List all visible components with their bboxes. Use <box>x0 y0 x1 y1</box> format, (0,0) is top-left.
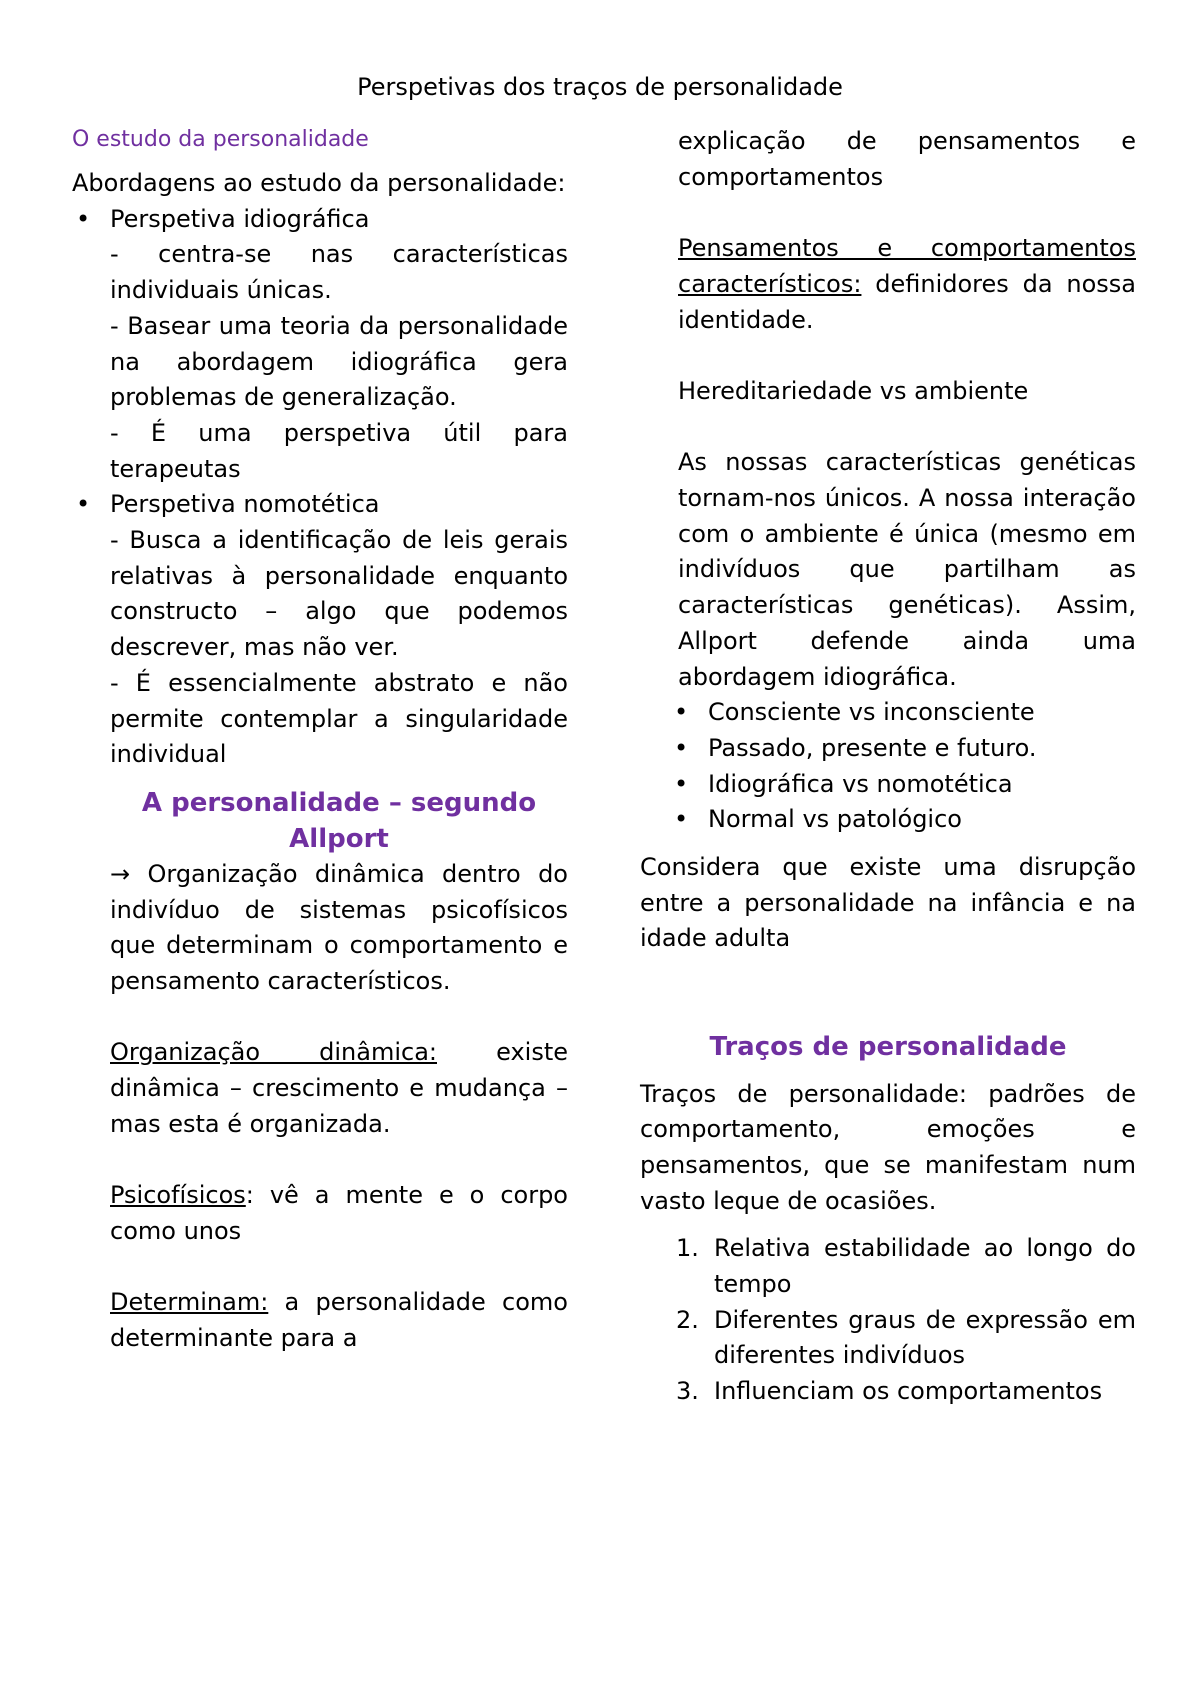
page-title: Perspetivas dos traços de personalidade <box>357 73 843 101</box>
right-indented-block <box>640 124 1136 695</box>
perspective-line: - Basear uma teoria da personalidade na abordagem idiográfica gera problemas de generalização. <box>110 311 568 412</box>
dimensions-list <box>640 695 1136 838</box>
allport-definition: → Organização dinâmica dentro do indivíduo de sistemas psicofísicos que determinam o comportamento e pensamento característicos. <box>110 859 568 996</box>
traits-list <box>640 1231 1136 1410</box>
right-column <box>640 124 1136 1410</box>
perspective-label: Perspetiva idiográfica <box>110 204 370 233</box>
section-heading-traits: Traços de personalidade <box>709 1031 1067 1062</box>
left-column <box>72 124 568 1357</box>
term-paragraph: Pensamentos e comportamentos característicos: definidores da nossa identidade. <box>678 234 1136 334</box>
perspective-line: - É essencialmente abstrato e não permite contemplar a singularidade individual <box>110 668 568 769</box>
list-item-nomothetic <box>72 487 568 773</box>
heredity-heading: Hereditariedade vs ambiente <box>678 376 1029 405</box>
allport-section <box>72 785 568 1357</box>
term-paragraph: Determinam: a personalidade como determinante para a <box>110 1288 568 1353</box>
list-item: • Passado, presente e futuro. <box>640 731 1136 767</box>
perspective-line: - centra-se nas características individuais únicas. <box>110 240 568 305</box>
considers-paragraph: Considera que existe uma disrupção entre a personalidade na infância e na idade adulta <box>640 853 1136 953</box>
perspective-label: Perspetiva nomotética <box>110 490 380 519</box>
list-item: • Normal vs patológico <box>640 802 1136 838</box>
list-item: 1. Relativa estabilidade ao longo do tempo <box>676 1234 1136 1299</box>
heredity-paragraph: As nossas características genéticas tornam-nos únicos. A nossa interação com o ambiente é única (mesmo em indivíduos que partilham as características genéticas). Assim, Allport defende ainda uma abordagem idiográfica. <box>678 448 1136 691</box>
perspective-line: - É uma perspetiva útil para terapeutas <box>110 418 568 483</box>
term-label: Pensamentos e comportamentos característicos: <box>678 234 1136 298</box>
continuation-paragraph: explicação de pensamentos e comportamentos <box>678 127 1136 191</box>
term-paragraph: Psicofísicos: vê a mente e o corpo como unos <box>110 1181 568 1245</box>
list-item: 3. Influenciam os comportamentos <box>676 1377 1103 1406</box>
list-item-idiographic <box>72 202 568 488</box>
traits-paragraph: Traços de personalidade: padrões de comportamento, emoções e pensamentos, que se manifestam num vasto leque de ocasiões. <box>640 1079 1136 1215</box>
perspective-line: - Busca a identificação de leis gerais relativas à personalidade enquanto constructo – algo que podemos descrever, mas não ver. <box>110 526 568 662</box>
section-heading-allport: A personalidade – segundo Allport <box>141 787 537 854</box>
list-item: • Consciente vs inconsciente <box>640 695 1136 731</box>
intro-paragraph: Abordagens ao estudo da personalidade: <box>72 169 566 197</box>
list-item: • Idiográfica vs nomotética <box>640 767 1136 803</box>
subheading-personality-study: O estudo da personalidade <box>72 127 369 152</box>
perspectives-list <box>72 202 568 773</box>
list-item: 2. Diferentes graus de expressão em diferentes indivíduos <box>676 1305 1136 1370</box>
term-label: Organização dinâmica: <box>110 1038 437 1067</box>
term-label: Determinam: <box>110 1288 269 1317</box>
term-label: Psicofísicos <box>110 1181 246 1210</box>
term-paragraph: Organização dinâmica: existe dinâmica – crescimento e mudança – mas esta é organizada. <box>110 1038 568 1138</box>
